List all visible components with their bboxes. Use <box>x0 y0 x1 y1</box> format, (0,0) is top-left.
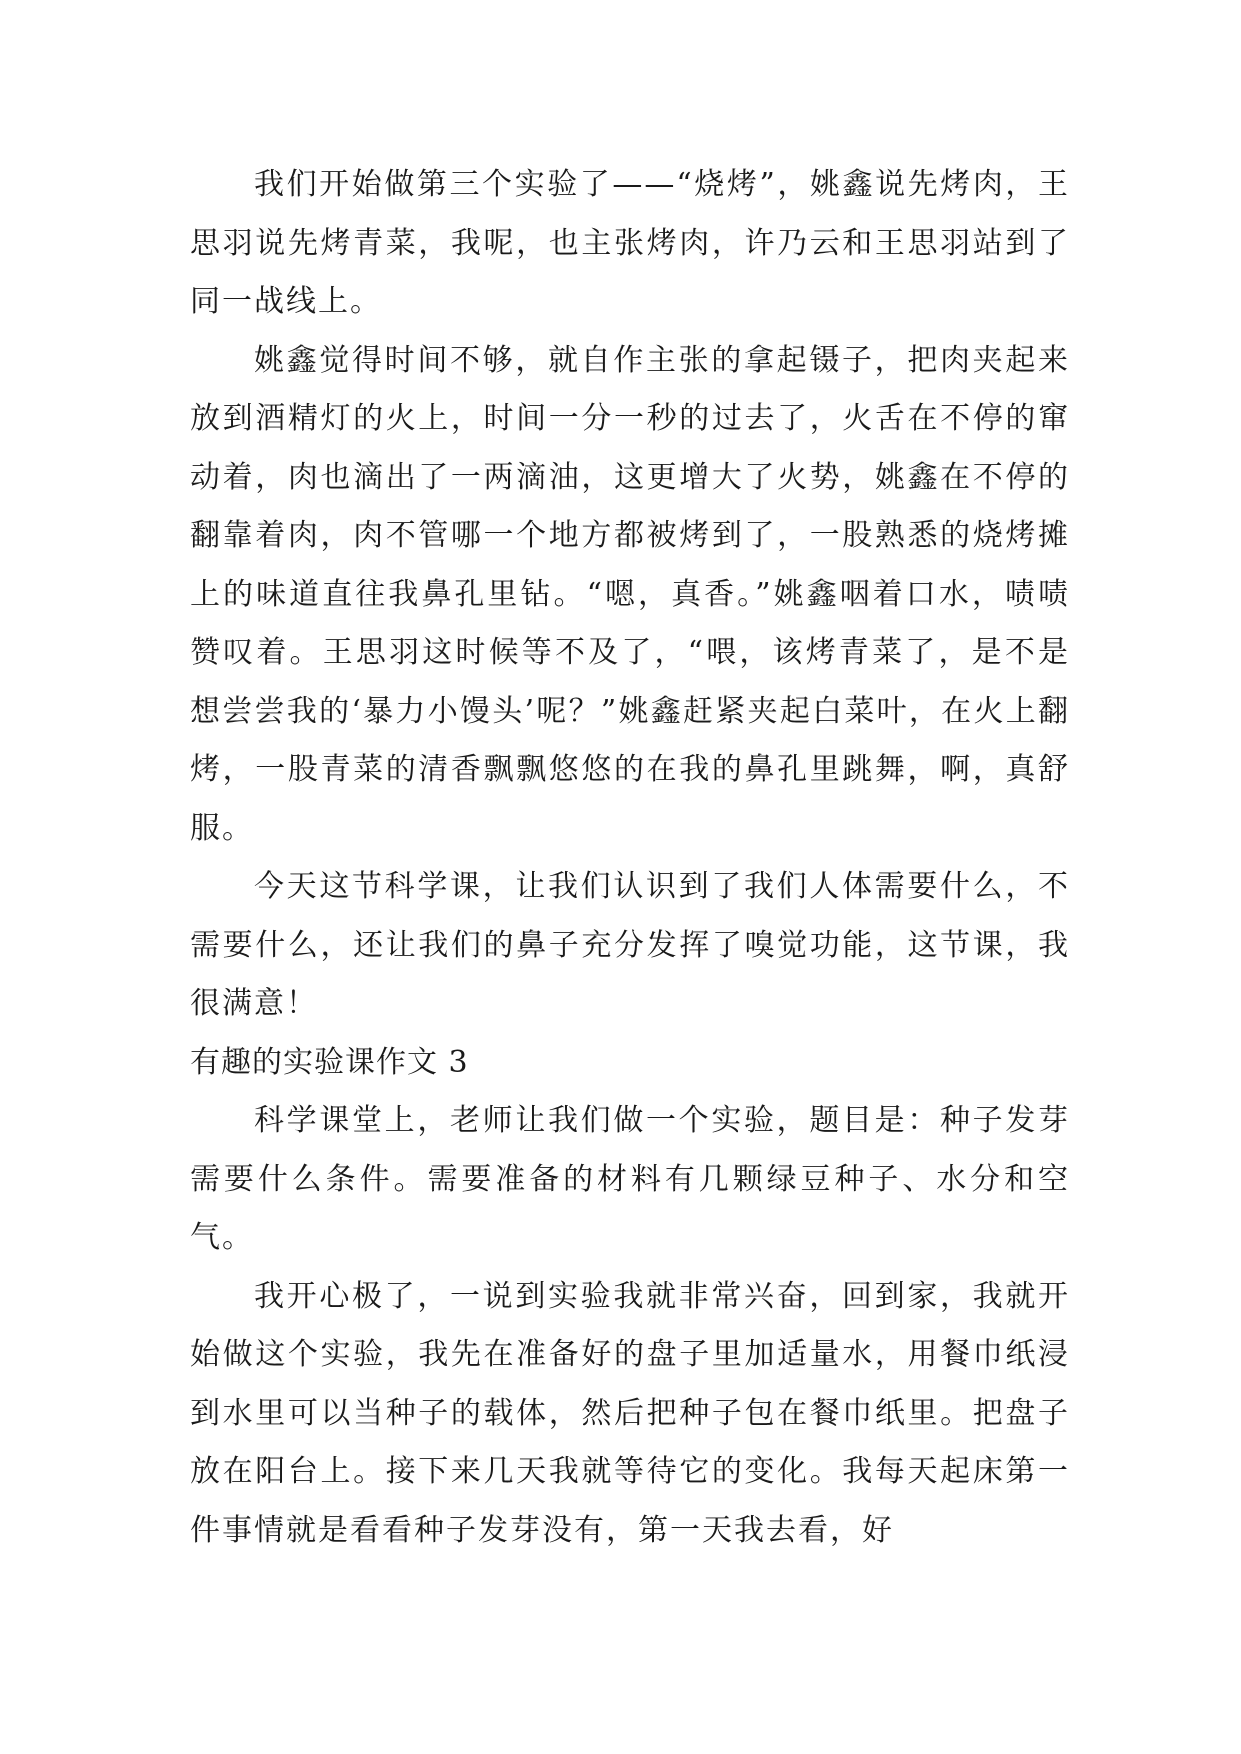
paragraph-barbecue-details: 姚鑫觉得时间不够，就自作主张的拿起镊子，把肉夹起来放到酒精灯的火上，时间一分一秒的过去了，火舌在不停的窜动着，肉也滴出了一两滴油，这更增大了火势，姚鑫在不停的翻靠着肉，肉不管哪一个地方都被烤到了，一股熟悉的烧烤摊上的味道直往我鼻孔里钻。“嗯，真香。”姚鑫咽着口水，啧啧赞叹着。王思羽这时候等不及了，“喂，该烤青菜了，是不是想尝尝我的‘暴力小馒头’呢？”姚鑫赶紧夹起白菜叶，在火上翻烤，一股青菜的清香飘飘悠悠的在我的鼻孔里跳舞，啊，真舒服。 <box>190 342 1070 846</box>
paragraph-conclusion: 今天这节科学课，让我们认识到了我们人体需要什么，不需要什么，还让我们的鼻子充分发挥了嗅觉功能，这节课，我很满意！ <box>190 869 1070 1021</box>
paragraph-seed-experiment-process: 我开心极了，一说到实验我就非常兴奋，回到家，我就开始做这个实验，我先在准备好的盘子里加适量水，用餐巾纸浸到水里可以当种子的载体，然后把种子包在餐巾纸里。把盘子放在阳台上。接下来几天我就等待它的变化。我每天起床第一件事情就是看看种子发芽没有，第一天我去看，好 <box>190 1278 1070 1548</box>
section-heading: 有趣的实验课作文 3 <box>190 1044 469 1080</box>
paragraph-barbecue-start: 我们开始做第三个实验了——“烧烤”，姚鑫说先烤肉，王思羽说先烤青菜，我呢，也主张烤肉，许乃云和王思羽站到了同一战线上。 <box>190 167 1070 319</box>
document-body <box>190 156 1070 1560</box>
paragraph-seed-experiment-intro: 科学课堂上，老师让我们做一个实验，题目是：种子发芽需要什么条件。需要准备的材料有几颗绿豆种子、水分和空气。 <box>190 1103 1070 1255</box>
